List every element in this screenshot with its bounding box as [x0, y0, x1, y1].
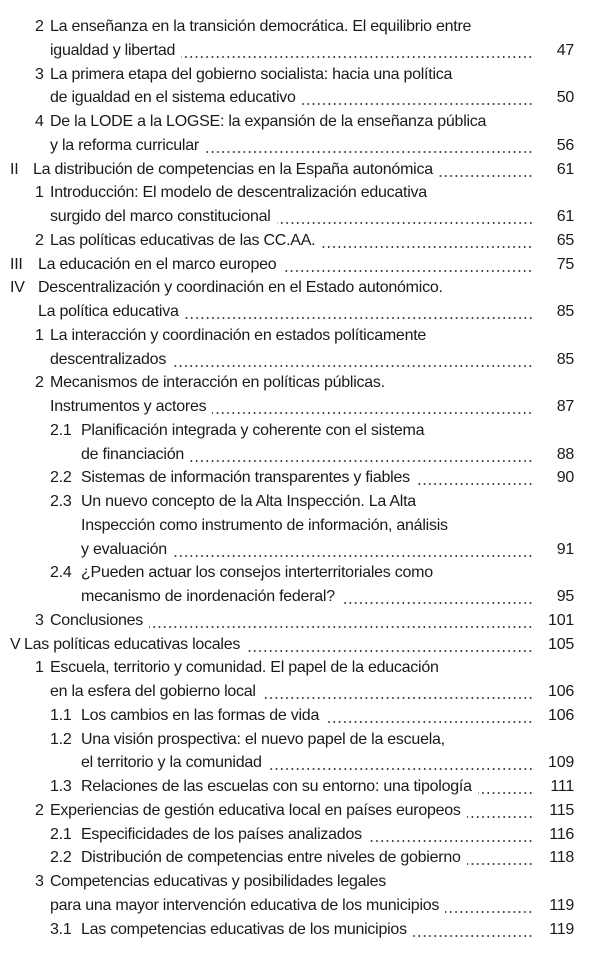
dot-leader [416, 466, 533, 490]
toc-entry-title-wrap [50, 86, 533, 110]
toc-line [0, 775, 600, 799]
toc-entry-title: Mecanismos de interacción en políticas públicas. [50, 374, 385, 392]
toc-entry-title-wrap [81, 775, 533, 799]
toc-entry-title: Especificidades de los países analizados [81, 825, 362, 843]
dot-leader [368, 823, 533, 847]
toc-entry-title: La distribución de competencias en la España autonómica [33, 160, 433, 178]
toc-entry-title-wrap [50, 15, 471, 39]
toc-line [0, 514, 600, 538]
toc-line [0, 656, 600, 680]
toc-page-number: 90 [556, 469, 574, 487]
toc-entry-title-wrap [50, 371, 385, 395]
toc-entry-title: La educación en el marco europeo [38, 255, 277, 273]
toc-page-number: 109 [548, 754, 574, 772]
dot-leader [173, 538, 533, 562]
table-of-contents [0, 15, 600, 941]
toc-entry-title: Experiencias de gestión educativa local en países europeos [50, 801, 461, 819]
toc-entry-number: 1.2 [50, 730, 72, 748]
toc-page-number: 106 [548, 683, 574, 700]
toc-entry-number: 3.1 [50, 920, 72, 938]
toc-line [0, 348, 600, 372]
toc-entry-title: La enseñanza en la transición democrática. El equilibrio entre [50, 18, 472, 35]
toc-entry-number: 3 [35, 65, 44, 83]
toc-entry[interactable] [0, 253, 600, 277]
toc-entry[interactable] [0, 704, 600, 728]
dot-leader [212, 395, 533, 419]
toc-entry-number: 1 [35, 326, 44, 344]
toc-entry-title-wrap [50, 229, 533, 253]
toc-entry-title: La política educativa [38, 303, 179, 320]
toc-line [0, 395, 600, 419]
dot-leader [205, 134, 533, 158]
toc-entry-number: 1.3 [50, 778, 72, 795]
toc-line [0, 15, 600, 39]
toc-entry-title: mecanismo de inordenación federal? [81, 588, 335, 605]
toc-entry[interactable] [0, 181, 600, 229]
toc-page-number: 91 [556, 540, 574, 558]
toc-entry-title-wrap [50, 609, 533, 633]
toc-line [0, 229, 600, 253]
toc-line [0, 276, 600, 300]
toc-entry[interactable] [0, 561, 600, 609]
toc-entry-title-wrap [81, 514, 448, 538]
toc-entry-title-wrap [50, 324, 426, 348]
toc-entry-number: IV [10, 279, 25, 297]
toc-entry-title: igualdad y libertad [50, 41, 176, 59]
dot-leader [185, 300, 533, 324]
dot-leader [445, 894, 533, 918]
toc-entry-number: 2.1 [50, 421, 72, 439]
toc-entry-title-wrap [81, 466, 533, 490]
toc-entry-title: De la LODE a la LOGSE: la expansión de la enseñanza pública [50, 113, 487, 130]
toc-entry[interactable] [0, 609, 600, 633]
toc-entry-number: 2.1 [50, 825, 72, 843]
toc-entry[interactable] [0, 775, 600, 799]
toc-line [0, 158, 600, 182]
toc-entry-title-wrap [81, 585, 533, 609]
toc-entry[interactable] [0, 63, 600, 111]
toc-entry[interactable] [0, 229, 600, 253]
toc-entry-title-wrap [50, 894, 533, 918]
toc-line [0, 39, 600, 63]
toc-page-number: 85 [556, 303, 574, 320]
toc-entry-title: en la esfera del gobierno local [50, 683, 256, 700]
dot-leader [149, 609, 533, 633]
toc-line [0, 86, 600, 110]
toc-page-number: 61 [556, 208, 574, 225]
toc-line [0, 918, 600, 942]
toc-entry-title-wrap [33, 158, 533, 182]
toc-line [0, 253, 600, 277]
toc-entry-title: ¿Pueden actuar los consejos interterritoriales como [81, 564, 433, 582]
toc-entry[interactable] [0, 846, 600, 870]
toc-entry-title: el territorio y la comunidad [81, 754, 262, 772]
toc-entry-title: Distribución de competencias entre niveles de gobierno [81, 849, 461, 867]
toc-entry-title-wrap [50, 395, 533, 419]
toc-line [0, 181, 600, 205]
toc-line [0, 134, 600, 158]
toc-page-number: 118 [549, 849, 574, 867]
dot-leader [321, 229, 533, 253]
toc-page-number: 101 [548, 611, 574, 629]
toc-entry-title: Una visión prospectiva: el nuevo papel de la escuela, [81, 730, 445, 748]
toc-entry-number: 2 [35, 374, 44, 392]
toc-entry-title-wrap [50, 656, 439, 680]
toc-entry-title: Las competencias educativas de los municipios [81, 920, 407, 938]
toc-entry-title-wrap [38, 300, 533, 324]
toc-entry-title-wrap [81, 704, 533, 728]
toc-entry-title: Instrumentos y actores [50, 398, 207, 415]
toc-entry-title: surgido del marco constitucional [50, 208, 271, 225]
toc-line [0, 633, 600, 657]
toc-entry-title-wrap [50, 870, 386, 894]
dot-leader [262, 680, 533, 704]
toc-entry-title: Los cambios en las formas de vida [81, 706, 320, 724]
toc-entry-title: Introducción: El modelo de descentralización educativa [50, 184, 427, 202]
toc-page-number: 50 [556, 89, 574, 107]
toc-entry[interactable] [0, 158, 600, 182]
toc-line [0, 561, 600, 585]
toc-line [0, 799, 600, 823]
dot-leader [282, 253, 533, 277]
toc-entry-title: Conclusiones [50, 611, 144, 629]
toc-page-number: 85 [556, 350, 574, 368]
toc-entry-title-wrap [50, 205, 533, 229]
toc-entry-title-wrap [50, 134, 533, 158]
toc-entry-title-wrap [81, 490, 416, 514]
dot-leader [172, 348, 533, 372]
toc-entry-title-wrap [81, 728, 445, 752]
toc-entry-title-wrap [50, 110, 486, 134]
toc-entry-title-wrap [50, 799, 533, 823]
toc-entry-number: 4 [35, 113, 44, 130]
toc-entry[interactable] [0, 728, 600, 776]
toc-page-number: 115 [549, 801, 574, 819]
toc-entry-title-wrap [24, 633, 533, 657]
toc-entry-title-wrap [81, 561, 433, 585]
dot-leader [277, 205, 533, 229]
toc-line [0, 300, 600, 324]
toc-entry-title: Planificación integrada y coherente con el sistema [81, 421, 425, 439]
toc-entry-title: Escuela, territorio y comunidad. El papel de la educación [50, 659, 439, 677]
toc-page-number: 47 [556, 41, 574, 59]
dot-leader [467, 799, 533, 823]
toc-entry-number: 2.2 [50, 469, 72, 487]
toc-line [0, 894, 600, 918]
toc-entry-title-wrap [50, 63, 452, 87]
toc-entry-number: 2.3 [50, 493, 72, 510]
toc-entry-number: II [10, 160, 19, 178]
toc-entry-title-wrap [81, 918, 533, 942]
toc-entry-title-wrap [81, 751, 533, 775]
toc-entry-title: para una mayor intervención educativa de los municipios [50, 896, 440, 914]
toc-entry[interactable] [0, 419, 600, 467]
toc-line [0, 585, 600, 609]
toc-line [0, 538, 600, 562]
toc-entry-number: 2 [35, 18, 44, 35]
toc-entry-title-wrap [50, 680, 533, 704]
toc-page-number: 106 [548, 706, 574, 724]
dot-leader [439, 158, 533, 182]
toc-entry-title: Las políticas educativas locales [24, 635, 241, 653]
toc-entry[interactable] [0, 466, 600, 490]
dot-leader [341, 585, 533, 609]
toc-line [0, 870, 600, 894]
toc-entry[interactable] [0, 276, 600, 324]
toc-line [0, 846, 600, 870]
toc-line [0, 443, 600, 467]
toc-entry-number: 3 [35, 873, 44, 890]
dot-leader [181, 39, 533, 63]
toc-line [0, 63, 600, 87]
toc-line [0, 680, 600, 704]
dot-leader [325, 704, 533, 728]
toc-entry-title-wrap [38, 276, 443, 300]
toc-entry[interactable] [0, 371, 600, 419]
toc-entry[interactable] [0, 918, 600, 942]
toc-entry-title: de financiación [81, 445, 184, 463]
toc-entry-title-wrap [50, 181, 427, 205]
toc-entry[interactable] [0, 870, 600, 918]
toc-entry-number: V [10, 635, 21, 653]
toc-line [0, 371, 600, 395]
dot-leader [467, 846, 533, 870]
toc-entry[interactable] [0, 633, 600, 657]
dot-leader [268, 751, 533, 775]
toc-line [0, 609, 600, 633]
toc-page-number: 88 [556, 445, 574, 463]
toc-page-number: 61 [556, 160, 574, 178]
toc-line [0, 751, 600, 775]
toc-entry[interactable] [0, 656, 600, 704]
dot-leader [246, 633, 533, 657]
toc-entry-number: 3 [35, 611, 44, 629]
toc-page-number: 87 [556, 398, 574, 415]
toc-entry-title-wrap [50, 39, 533, 63]
toc-entry-title: Inspección como instrumento de información, análisis [81, 516, 448, 534]
toc-page-number: 95 [556, 588, 574, 605]
toc-entry-title-wrap [81, 419, 424, 443]
toc-entry[interactable] [0, 490, 600, 561]
toc-entry-title: Relaciones de las escuelas con su entorno: una tipología [81, 778, 472, 795]
toc-entry-title-wrap [81, 846, 533, 870]
toc-page-number: 65 [556, 231, 574, 249]
toc-line [0, 324, 600, 348]
toc-entry-title-wrap [81, 823, 533, 847]
dot-leader [478, 775, 533, 799]
toc-line [0, 490, 600, 514]
toc-page-number: 111 [550, 778, 574, 795]
toc-page-number: 116 [549, 825, 574, 843]
toc-entry-title-wrap [81, 538, 533, 562]
toc-entry-number: 1 [35, 184, 44, 202]
toc-page-number: 105 [548, 635, 574, 653]
toc-page-number: 119 [549, 920, 574, 938]
toc-line [0, 728, 600, 752]
toc-entry-title: de igualdad en el sistema educativo [50, 89, 296, 107]
toc-entry-number: 2.4 [50, 564, 72, 582]
toc-entry-number: 2.2 [50, 849, 72, 867]
toc-entry-number: III [10, 255, 23, 273]
toc-page-number: 75 [556, 255, 574, 273]
toc-entry-title-wrap [81, 443, 533, 467]
toc-entry[interactable] [0, 799, 600, 823]
toc-entry[interactable] [0, 823, 600, 847]
toc-entry-title: La primera etapa del gobierno socialista: hacia una política [50, 65, 453, 83]
toc-entry-title: Sistemas de información transparentes y fiables [81, 469, 410, 487]
toc-entry[interactable] [0, 15, 600, 63]
toc-line [0, 704, 600, 728]
toc-line [0, 205, 600, 229]
toc-entry[interactable] [0, 324, 600, 372]
toc-entry-number: 1 [35, 659, 44, 677]
dot-leader [413, 918, 533, 942]
dot-leader [190, 443, 533, 467]
toc-entry-title: y evaluación [81, 540, 167, 558]
toc-entry-number: 2 [35, 231, 44, 249]
toc-line [0, 110, 600, 134]
toc-line [0, 419, 600, 443]
toc-entry-title-wrap [50, 348, 533, 372]
toc-line [0, 466, 600, 490]
toc-entry-title: y la reforma curricular [50, 136, 199, 154]
toc-entry[interactable] [0, 110, 600, 158]
toc-entry-title: Competencias educativas y posibilidades legales [50, 873, 387, 890]
toc-entry-number: 2 [35, 801, 44, 819]
dot-leader [302, 86, 533, 110]
toc-entry-title: Descentralización y coordinación en el Estado autonómico. [38, 279, 443, 297]
toc-entry-title: descentralizados [50, 350, 167, 368]
toc-entry-title: Un nuevo concepto de la Alta Inspección. La Alta [81, 493, 416, 510]
toc-entry-number: 1.1 [50, 706, 72, 724]
toc-entry-title: La interacción y coordinación en estados políticamente [50, 326, 427, 344]
toc-entry-title: Las políticas educativas de las CC.AA. [50, 231, 316, 249]
toc-page-number: 56 [556, 136, 574, 154]
toc-page-number: 119 [549, 896, 574, 914]
toc-line [0, 823, 600, 847]
toc-entry-title-wrap [38, 253, 533, 277]
